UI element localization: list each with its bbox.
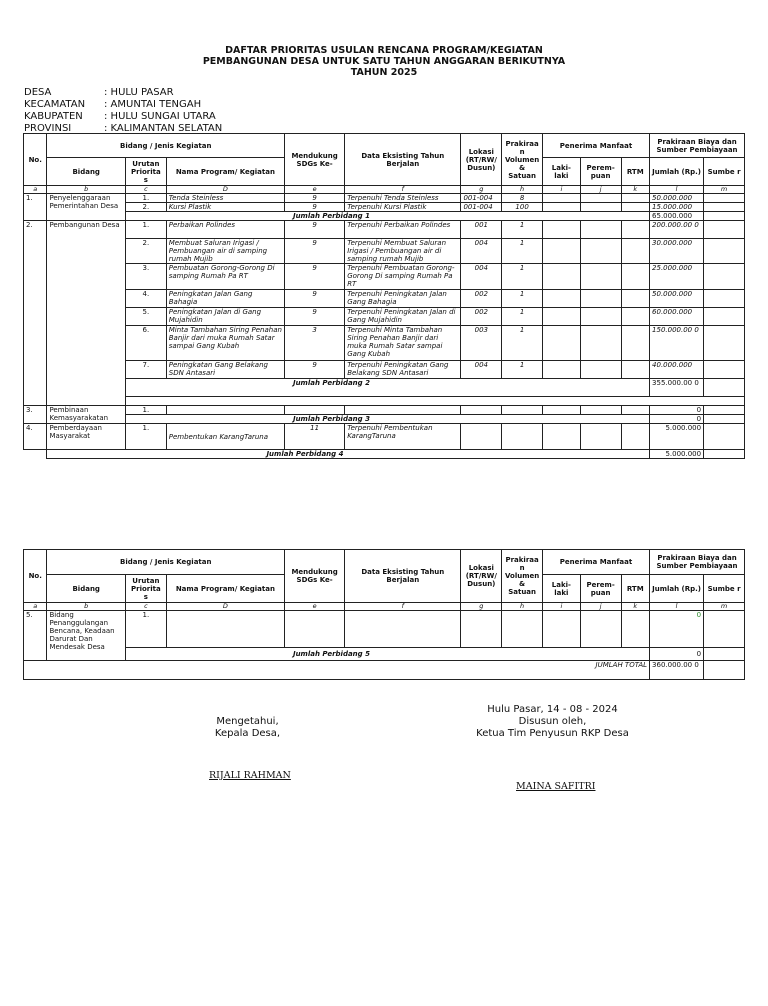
header-lokasi: Lokasi (RT/RW/ Dusun) (461, 550, 502, 603)
table-row (24, 290, 745, 308)
subtotal-label: Jumlah Perbidang 1 (125, 212, 649, 221)
row-volume: 1 (502, 239, 543, 264)
row-lokasi: 002 (461, 290, 502, 308)
row-jumlah: 50.000.000 (650, 290, 704, 308)
letter-cell: l (650, 603, 704, 611)
row-urutan: 1. (125, 611, 166, 648)
row-sdg: 11 (285, 424, 345, 450)
left-signature-line-2: Kepala Desa, (214, 728, 281, 739)
row-bidang: Penyelenggaraan Pemerintahan Desa (47, 194, 126, 221)
document-title (0, 45, 768, 78)
row-jumlah: 5.000.000 (650, 424, 704, 450)
header-laki: Laki- laki (543, 575, 581, 603)
letter-cell: a (24, 603, 47, 611)
row-jumlah: 150.000.00 0 (650, 326, 704, 361)
header-jumlah: Jumlah (Rp.) (650, 158, 704, 186)
row-nama: Membuat Saluran Irigasi / Pembuangan air di samping rumah Mujib (166, 239, 284, 264)
table-row (24, 611, 745, 648)
priority-table-page-1 (23, 133, 745, 459)
row-data: Terpenuhi Pembentukan KarangTaruna (345, 424, 461, 450)
letter-cell: m (704, 186, 745, 194)
row-lokasi: 001-004 (461, 194, 502, 203)
row-urutan: 2. (125, 239, 166, 264)
header-urutan: Urutan Priorita s (125, 158, 166, 186)
info-value: : AMUNTAI TENGAH (104, 99, 202, 110)
letter-cell: e (285, 186, 345, 194)
letter-cell: D (166, 186, 284, 194)
letter-cell: l (650, 186, 704, 194)
info-label: KABUPATEN (24, 111, 83, 122)
row-sdg: 9 (285, 221, 345, 239)
row-no: 2. (24, 221, 47, 406)
left-signature-block (180, 716, 315, 740)
letter-cell: c (125, 603, 166, 611)
row-volume: 8 (502, 194, 543, 203)
letter-cell: f (345, 186, 461, 194)
row-lokasi: 004 (461, 239, 502, 264)
row-lokasi: 003 (461, 326, 502, 361)
row-urutan: 2. (125, 203, 166, 212)
info-label: KECAMATAN (24, 99, 86, 110)
header-sumber: Sumbe r (704, 575, 745, 603)
table-row (24, 194, 745, 203)
spacer-row (24, 397, 745, 406)
header-no: No. (24, 550, 47, 603)
row-sdg: 9 (285, 308, 345, 326)
subtotal-label: Jumlah Perbidang 4 (47, 450, 650, 459)
row-nama: Tenda Steinless (166, 194, 284, 203)
header-perempuan: Perem- puan (580, 575, 621, 603)
subtotal-value: 355.000.00 0 (650, 379, 704, 397)
subtotal-label: Jumlah Perbidang 5 (125, 648, 649, 661)
letter-cell: e (285, 603, 345, 611)
row-nama: Minta Tambahan Siring Penahan Banjir dari muka Rumah Satar sampai Gang Kubah (166, 326, 284, 361)
header-sumber: Sumbe r (704, 158, 745, 186)
row-sdg: 9 (285, 239, 345, 264)
row-data: Terpenuhi Membuat Saluran Irigasi / Pembuangan air di samping rumah Mujib (345, 239, 461, 264)
header-no: No. (24, 134, 47, 186)
row-nama: Kursi Plastik (166, 203, 284, 212)
row-urutan: 7. (125, 361, 166, 379)
subtotal-row (24, 379, 745, 397)
row-data: Terpenuhi Peningkatan Jalan di Gang Mujahidin (345, 308, 461, 326)
header-biaya: Prakiraan Biaya dan Sumber Pembiayaan (650, 134, 745, 158)
row-jumlah: 200.000.00 0 (650, 221, 704, 239)
letter-cell: a (24, 186, 47, 194)
letter-cell: i (543, 186, 581, 194)
subtotal-value: 0 (650, 415, 704, 424)
row-jumlah: 30.000.000 (650, 239, 704, 264)
info-value: : KALIMANTAN SELATAN (104, 123, 223, 134)
header-perempuan: Perem- puan (580, 158, 621, 186)
title-line-2: PEMBANGUNAN DESA UNTUK SATU TAHUN ANGGARAN BERIKUTNYA (202, 56, 566, 67)
header-data-eksisting: Data Eksisting Tahun Berjalan (345, 134, 461, 186)
info-row (24, 87, 222, 99)
row-no: 3. (24, 406, 47, 424)
letter-cell: j (580, 186, 621, 194)
letter-cell: i (543, 603, 581, 611)
subtotal-row (24, 212, 745, 221)
row-jumlah: 0 (650, 611, 704, 648)
info-label: PROVINSI (24, 123, 72, 134)
row-sdg: 9 (285, 361, 345, 379)
row-bidang: Bidang Penanggulangan Bencana, Keadaan Darurat Dan Mendesak Desa (47, 611, 126, 661)
row-jumlah: 25.000.000 (650, 264, 704, 290)
row-data: Terpenuhi Pembuatan Gorong-Gorong Di samping Rumah Pa RT (345, 264, 461, 290)
subtotal-row (24, 648, 745, 661)
header-bidang-jenis: Bidang / Jenis Kegiatan (47, 550, 285, 575)
letter-cell: g (461, 186, 502, 194)
table-row (24, 221, 745, 239)
row-nama: Pembentukan KarangTaruna (166, 424, 284, 450)
row-jumlah: 60.000.000 (650, 308, 704, 326)
row-nama: Peningkatan Jalan di Gang Mujahidin (166, 308, 284, 326)
row-nama: Peningkatan Gang Belakang SDN Antasari (166, 361, 284, 379)
row-data: Terpenuhi Minta Tambahan Siring Penahan Banjir dari muka Rumah Satar sampai Gang Kubah (345, 326, 461, 361)
row-nama: Perbaikan Polindes (166, 221, 284, 239)
letter-cell: j (580, 603, 621, 611)
row-urutan: 1. (125, 221, 166, 239)
row-nama: Peningkatan Jalan Gang Bahagia (166, 290, 284, 308)
place-date: Hulu Pasar, 14 - 08 - 2024 (487, 704, 618, 715)
header-data-eksisting: Data Eksisting Tahun Berjalan (345, 550, 461, 603)
row-data: Terpenuhi Peningkatan Jalan Gang Bahagia (345, 290, 461, 308)
row-bidang: Pembinaan Kemasyarakatan (47, 406, 126, 424)
letter-cell: b (47, 186, 126, 194)
row-lokasi: 001 (461, 221, 502, 239)
row-sdg: 3 (285, 326, 345, 361)
row-jumlah: 40.000.000 (650, 361, 704, 379)
subtotal-label: Jumlah Perbidang 2 (125, 379, 649, 397)
subtotal-label: Jumlah Perbidang 3 (125, 415, 649, 424)
header-lokasi: Lokasi (RT/RW/ Dusun) (461, 134, 502, 186)
row-data: Terpenuhi Tenda Steinless (345, 194, 461, 203)
table-row (24, 308, 745, 326)
row-sdg: 9 (285, 264, 345, 290)
left-signature-line-1: Mengetahui, (216, 716, 279, 727)
header-sdgs: Mendukung SDGs Ke- (285, 134, 345, 186)
row-volume: 1 (502, 361, 543, 379)
ketua-tim-name: MAINA SAFITRI (516, 781, 596, 792)
letter-cell: k (621, 603, 650, 611)
row-jumlah: 0 (650, 406, 704, 415)
total-row (24, 661, 745, 680)
row-urutan: 5. (125, 308, 166, 326)
row-data: Terpenuhi Kursi Plastik (345, 203, 461, 212)
header-bidang: Bidang (47, 575, 126, 603)
row-data: Terpenuhi Peningkatan Gang Belakang SDN Antasari (345, 361, 461, 379)
row-volume: 1 (502, 264, 543, 290)
row-data: Terpenuhi Perbaikan Polindes (345, 221, 461, 239)
letter-cell: b (47, 603, 126, 611)
row-no: 5. (24, 611, 47, 661)
info-value: : HULU SUNGAI UTARA (104, 111, 216, 122)
row-sdg: 9 (285, 290, 345, 308)
right-signature-line-1: Disusun oleh, (518, 716, 587, 727)
row-volume: 1 (502, 308, 543, 326)
header-bidang: Bidang (47, 158, 126, 186)
table-row (24, 326, 745, 361)
row-no: 1. (24, 194, 47, 221)
row-volume: 100 (502, 203, 543, 212)
row-no: 4. (24, 424, 47, 450)
header-penerima: Penerima Manfaat (543, 134, 650, 158)
info-label: DESA (24, 87, 52, 98)
info-row (24, 111, 222, 123)
right-signature-line-2: Ketua Tim Penyusun RKP Desa (476, 728, 629, 739)
row-volume: 1 (502, 326, 543, 361)
table-row (24, 424, 745, 450)
total-label: JUMLAH TOTAL (24, 661, 650, 680)
letter-cell: c (125, 186, 166, 194)
header-bidang-jenis: Bidang / Jenis Kegiatan (47, 134, 285, 158)
header-rtm: RTM (621, 575, 650, 603)
subtotal-value: 0 (650, 648, 704, 661)
letter-cell: D (166, 603, 284, 611)
header-biaya: Prakiraan Biaya dan Sumber Pembiayaan (650, 550, 745, 575)
row-urutan: 3. (125, 264, 166, 290)
header-sdgs: Mendukung SDGs Ke- (285, 550, 345, 603)
row-bidang: Pembangunan Desa (47, 221, 126, 406)
header-jumlah: Jumlah (Rp.) (650, 575, 704, 603)
table-row (24, 203, 745, 212)
column-letters (24, 603, 745, 611)
row-nama: Pembuatan Gorong-Gorong Di samping Rumah Pa RT (166, 264, 284, 290)
table-row (24, 406, 745, 415)
letter-cell: k (621, 186, 650, 194)
table-row (24, 239, 745, 264)
header-nama: Nama Program/ Kegiatan (166, 158, 284, 186)
subtotal-value: 5.000.000 (650, 450, 704, 459)
subtotal-row (24, 415, 745, 424)
subtotal-value: 65.000.000 (650, 212, 704, 221)
letter-cell: h (502, 603, 543, 611)
row-urutan: 1. (125, 194, 166, 203)
row-jumlah: 50.000.000 (650, 194, 704, 203)
row-urutan: 6. (125, 326, 166, 361)
row-sdg: 9 (285, 194, 345, 203)
row-sdg: 9 (285, 203, 345, 212)
row-urutan: 4. (125, 290, 166, 308)
right-signature-block (460, 716, 645, 740)
column-letters (24, 186, 745, 194)
row-jumlah: 15.000.000 (650, 203, 704, 212)
header-nama: Nama Program/ Kegiatan (166, 575, 284, 603)
row-lokasi: 004 (461, 264, 502, 290)
row-bidang: Pemberdayaan Masyarakat (47, 424, 126, 450)
subtotal-row (24, 450, 745, 459)
letter-cell: m (704, 603, 745, 611)
row-volume: 1 (502, 290, 543, 308)
kepala-desa-name: RIJALI RAHMAN (209, 770, 291, 781)
row-lokasi: 002 (461, 308, 502, 326)
info-row (24, 99, 222, 111)
table-row (24, 264, 745, 290)
letter-cell: g (461, 603, 502, 611)
title-line-3: TAHUN 2025 (350, 67, 418, 78)
table-row (24, 361, 745, 379)
row-lokasi: 001-004 (461, 203, 502, 212)
total-value: 360.000.00 0 (650, 661, 704, 680)
row-urutan: 1. (125, 424, 166, 450)
header-laki: Laki- laki (543, 158, 581, 186)
header-penerima: Penerima Manfaat (543, 550, 650, 575)
info-value: : HULU PASAR (104, 87, 174, 98)
location-info (24, 87, 222, 135)
row-lokasi: 004 (461, 361, 502, 379)
header-urutan: Urutan Priorita s (125, 575, 166, 603)
row-urutan: 1. (125, 406, 166, 415)
priority-table-page-2 (23, 549, 745, 680)
header-rtm: RTM (621, 158, 650, 186)
letter-cell: f (345, 603, 461, 611)
title-line-1: DAFTAR PRIORITAS USULAN RENCANA PROGRAM/KEGIATAN (225, 45, 543, 56)
header-volume: Prakiraa n Volumen & Satuan (502, 550, 543, 603)
letter-cell: h (502, 186, 543, 194)
header-volume: Prakiraa n Volumen & Satuan (502, 134, 543, 186)
row-volume: 1 (502, 221, 543, 239)
